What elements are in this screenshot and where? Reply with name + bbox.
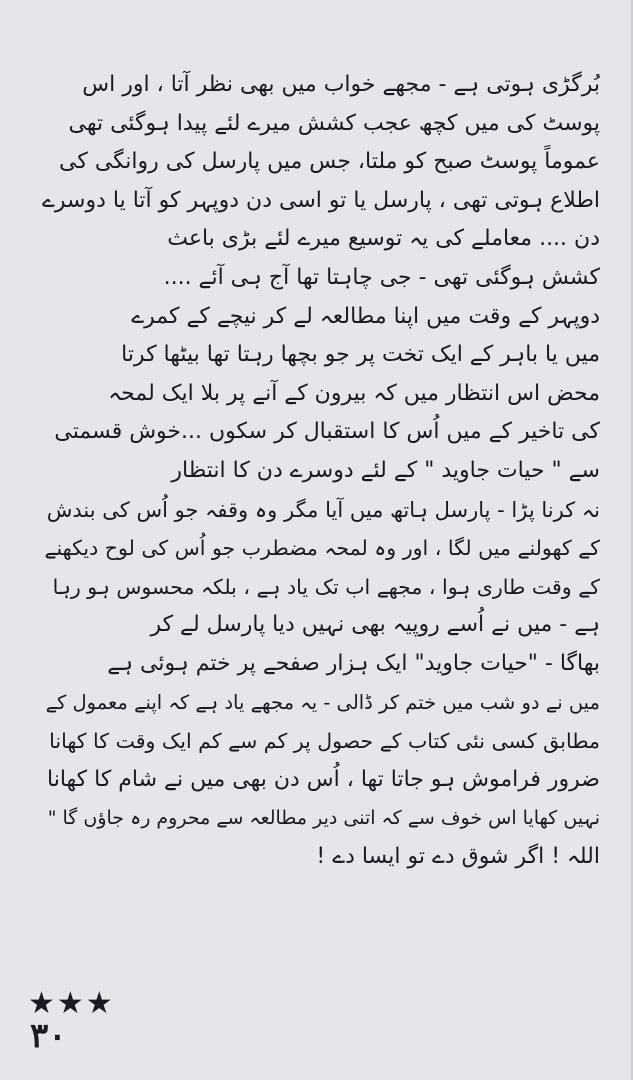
text-line: بھاگا - "حیات جاوید" ایک ہزار صفحے پر ختم ہوئی ہے <box>107 650 600 676</box>
text-line: دن .... معاملے کی یہ توسیع میرے لئے بڑی باعث <box>167 226 600 252</box>
text-line: میں یا باہر کے ایک تخت پر جو بچھا رہتا تھا بیٹھا کرتا <box>121 342 600 368</box>
text-line: ضرور فراموش ہو جاتا تھا ، اُس دن بھی میں نے شام کا کھانا <box>47 766 600 792</box>
section-break-stars: ★★★ <box>28 986 115 1021</box>
text-line: مطابق کسی نئی کتاب کے حصول پر کم سے کم ایک وقت کا کھانا <box>49 729 600 754</box>
text-line: دوپہر کے وقت میں اپنا مطالعہ لے کر نیچے کے کمرے <box>131 303 600 329</box>
text-line: پوسٹ کی میں کچھ عجب کشش میرے لئے پیدا ہوگئی تھی <box>68 110 600 136</box>
page-number: ۳۰ <box>30 1016 67 1056</box>
page-text <box>40 66 600 876</box>
text-line: اللہ ! اگر شوق دے تو ایسا دے ! <box>316 843 600 869</box>
text-line: کے کھولنے میں لگا ، اور وہ لمحہ مضطرب جو اُس کی لوح دیکھنے <box>44 536 600 561</box>
text-line: کی تاخیر کے میں اُس کا استقبال کر سکوں ...خوش قسمتی <box>54 419 600 445</box>
text-line: میں نے دو شب میں ختم کر ڈالی - یہ مجھے یاد ہے کہ اپنے معمول کے <box>45 690 600 714</box>
text-line: عموماً پوسٹ صبح کو ملتا، جس میں پارسل کی روانگی کی <box>59 149 600 175</box>
text-line: اطلاع ہوتی تھی ، پارسل یا تو اسی دن دوپہر کو آتا یا دوسرے <box>42 187 600 213</box>
text-line: نہ کرنا پڑا - پارسل ہاتھ میں آیا مگر وہ وقفہ جو اُس کی بندش <box>46 497 600 522</box>
text-line: سے " حیات جاوید " کے لئے دوسرے دن کا انتظار <box>171 457 600 483</box>
text-line: ہے - میں نے اُسے روپیہ بھی نہیں دیا پارسل لے کر <box>150 612 600 638</box>
text-line: کے وقت طاری ہوا ، مجھے اب تک یاد ہے ، بلکہ محسوس ہو رہا <box>52 574 600 599</box>
text-line: بُرگڑی ہوتی ہے - مجھے خواب میں بھی نظر آتا ، اور اس <box>82 72 600 97</box>
text-line: نہیں کھایا اس خوف سے کہ اتنی دیر مطالعہ سے محروم رہ جاؤں گا " <box>47 807 600 830</box>
text-line: محض اس انتظار میں کہ بیرون کے آنے پر بلا ایک لمحہ <box>108 380 600 406</box>
text-line: کشش ہوگئی تھی - جی چاہتا تھا آج ہی آئے .... <box>163 264 600 290</box>
